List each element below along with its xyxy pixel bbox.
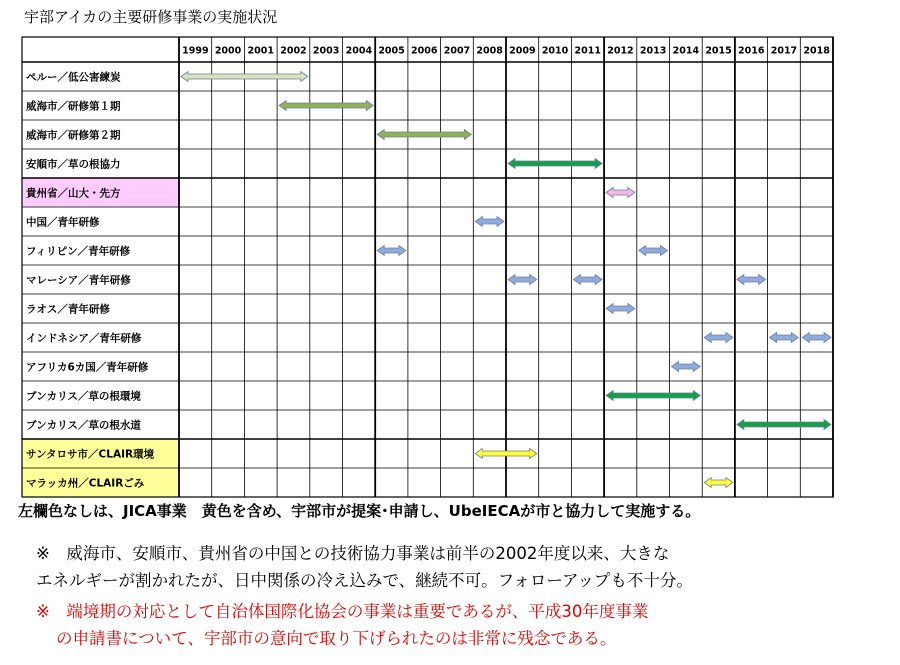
period-arrow — [639, 246, 668, 256]
grid-border — [22, 37, 833, 497]
year-label: 2000 — [214, 45, 242, 57]
year-label: 2013 — [639, 45, 667, 57]
year-label: 1999 — [182, 45, 209, 57]
row-label: アフリカ6カ国／青年研修 — [26, 361, 149, 374]
period-arrow — [377, 246, 406, 256]
period-arrow — [508, 275, 537, 285]
period-arrow — [606, 188, 635, 198]
row-label: 威海市／研修第２期 — [26, 129, 121, 142]
row-label: ペルー／低公害練炭 — [26, 71, 121, 84]
year-label: 2007 — [443, 45, 471, 57]
period-arrow — [704, 478, 733, 488]
period-arrow — [606, 304, 635, 314]
year-label: 2010 — [541, 45, 569, 57]
year-label: 2004 — [345, 45, 373, 57]
period-arrow — [377, 130, 471, 140]
year-label: 2011 — [574, 45, 601, 57]
period-arrow — [770, 333, 799, 343]
period-arrow — [279, 101, 373, 111]
year-label: 2001 — [247, 45, 274, 57]
row-label: インドネシア／青年研修 — [26, 332, 142, 345]
note-china-line-1: ※ 威海市、安順市、貴州省の中国との技術協力事業は前半の2002年度以来、大きな — [36, 544, 670, 563]
period-arrow — [672, 362, 701, 372]
year-label: 2014 — [672, 45, 700, 57]
row-label: 貴州省／山大・先方 — [26, 187, 121, 200]
period-arrow — [737, 275, 766, 285]
row-label: 威海市／研修第１期 — [26, 100, 121, 113]
year-label: 2016 — [738, 45, 765, 57]
period-arrow — [704, 333, 733, 343]
year-label: 2008 — [476, 45, 503, 57]
period-arrow — [802, 333, 831, 343]
year-label: 2012 — [607, 45, 634, 57]
year-label: 2015 — [705, 45, 732, 57]
period-arrow — [737, 420, 831, 430]
note-china-cooperation — [36, 540, 693, 594]
year-label: 2003 — [312, 45, 340, 57]
year-label: 2018 — [803, 45, 830, 57]
year-label: 2017 — [770, 45, 798, 57]
legend-note: 左欄色なしは、JICA事業 黄色を含め、宇部市が提案･申請し、UbeIECAが市と協力して実施する。 — [18, 502, 701, 520]
year-label: 2005 — [378, 45, 405, 57]
year-label: 2006 — [411, 45, 438, 57]
row-label: 安順市／草の根協力 — [26, 158, 121, 171]
row-label: 中国／青年研修 — [26, 216, 100, 229]
row-label: サンタロサ市／CLAIR環境 — [26, 448, 155, 461]
period-arrow — [606, 391, 700, 401]
row-label: マレーシア／青年研修 — [26, 274, 131, 287]
row-label: マラッカ州／CLAIRごみ — [26, 477, 145, 490]
period-arrow — [508, 159, 602, 169]
year-label: 2002 — [280, 45, 307, 57]
row-label: ブンカリス／草の根環境 — [26, 390, 141, 403]
row-label: フィリピン／青年研修 — [26, 245, 131, 258]
page-title: 宇部アイカの主要研修事業の実施状況 — [24, 8, 278, 26]
row-label: ブンカリス／草の根水道 — [26, 419, 141, 432]
note-clair-line-1: ※ 端境期の対応として自治体国際化協会の事業は重要であるが、平成30年度事業 — [36, 602, 649, 621]
year-label: 2009 — [509, 45, 536, 57]
note-clair-withdrawal — [36, 598, 648, 652]
note-china-line-2: エネルギーが割かれたが、日中関係の冷え込みで、継続不可。フォローアップも不十分。 — [36, 571, 693, 590]
row-label: ラオス／青年研修 — [26, 303, 110, 316]
period-arrow — [475, 217, 504, 227]
note-clair-line-2: の申請書について、宇部市の意向で取り下げられたのは非常に残念である。 — [56, 629, 617, 648]
period-arrow — [573, 275, 602, 285]
